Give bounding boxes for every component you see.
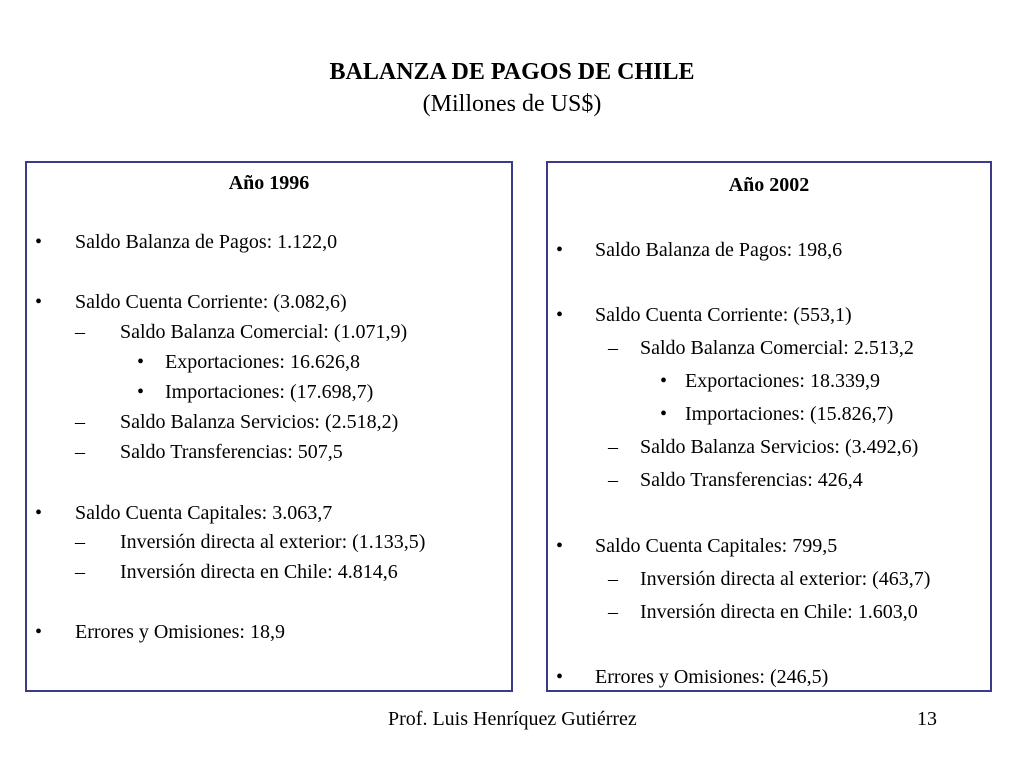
page-title: BALANZA DE PAGOS DE CHILE <box>329 59 695 85</box>
panel-1996-year: Año 1996 <box>228 172 310 194</box>
bullet-marker: • <box>137 381 145 403</box>
dash-marker: – <box>608 337 618 359</box>
bullet-marker: • <box>35 291 43 313</box>
item-saldo-balanza-comercial: Saldo Balanza Comercial: (1.071,9) <box>120 321 408 343</box>
bullet-marker: • <box>556 304 564 326</box>
item-saldo-balanza-servicios: Saldo Balanza Servicios: (3.492,6) <box>640 436 919 458</box>
item-importaciones: Importaciones: (15.826,7) <box>685 403 894 425</box>
item-inversion-chile: Inversión directa en Chile: 1.603,0 <box>640 601 918 623</box>
item-saldo-transferencias: Saldo Transferencias: 426,4 <box>640 469 863 491</box>
dash-marker: – <box>608 601 618 623</box>
bullet-marker: • <box>556 239 564 261</box>
panel-1996 <box>25 161 513 692</box>
item-saldo-cuenta-corriente: Saldo Cuenta Corriente: (553,1) <box>595 304 852 326</box>
bullet-marker: • <box>35 502 43 524</box>
item-saldo-cuenta-corriente: Saldo Cuenta Corriente: (3.082,6) <box>75 291 347 313</box>
item-exportaciones: Exportaciones: 18.339,9 <box>685 370 880 392</box>
bullet-marker: • <box>660 403 668 425</box>
item-saldo-balanza-pagos: Saldo Balanza de Pagos: 1.122,0 <box>75 231 338 253</box>
item-inversion-chile: Inversión directa en Chile: 4.814,6 <box>120 561 398 583</box>
bullet-marker: • <box>137 351 145 373</box>
item-saldo-cuenta-capitales: Saldo Cuenta Capitales: 799,5 <box>595 535 838 557</box>
bullet-marker: • <box>35 621 43 643</box>
dash-marker: – <box>75 561 85 583</box>
item-inversion-exterior: Inversión directa al exterior: (1.133,5) <box>120 531 426 553</box>
item-saldo-balanza-comercial: Saldo Balanza Comercial: 2.513,2 <box>640 337 914 359</box>
dash-marker: – <box>608 436 618 458</box>
bullet-marker: • <box>556 666 564 688</box>
bullet-marker: • <box>556 535 564 557</box>
panel-2002 <box>546 161 992 692</box>
bullet-marker: • <box>35 231 43 253</box>
item-errores-omisiones: Errores y Omisiones: 18,9 <box>75 621 285 643</box>
item-exportaciones: Exportaciones: 16.626,8 <box>165 351 360 373</box>
item-inversion-exterior: Inversión directa al exterior: (463,7) <box>640 568 931 590</box>
panel-2002-year: Año 2002 <box>728 174 810 196</box>
dash-marker: – <box>75 321 85 343</box>
dash-marker: – <box>75 441 85 463</box>
item-saldo-balanza-pagos: Saldo Balanza de Pagos: 198,6 <box>595 239 843 261</box>
dash-marker: – <box>608 469 618 491</box>
page-number: 13 <box>917 708 937 730</box>
bullet-marker: • <box>660 370 668 392</box>
item-importaciones: Importaciones: (17.698,7) <box>165 381 374 403</box>
dash-marker: – <box>608 568 618 590</box>
dash-marker: – <box>75 531 85 553</box>
dash-marker: – <box>75 411 85 433</box>
item-saldo-cuenta-capitales: Saldo Cuenta Capitales: 3.063,7 <box>75 502 333 524</box>
item-saldo-balanza-servicios: Saldo Balanza Servicios: (2.518,2) <box>120 411 399 433</box>
footer-author: Prof. Luis Henríquez Gutiérrez <box>388 708 637 730</box>
item-saldo-transferencias: Saldo Transferencias: 507,5 <box>120 441 343 463</box>
page-subtitle: (Millones de US$) <box>422 91 602 117</box>
item-errores-omisiones: Errores y Omisiones: (246,5) <box>595 666 829 688</box>
